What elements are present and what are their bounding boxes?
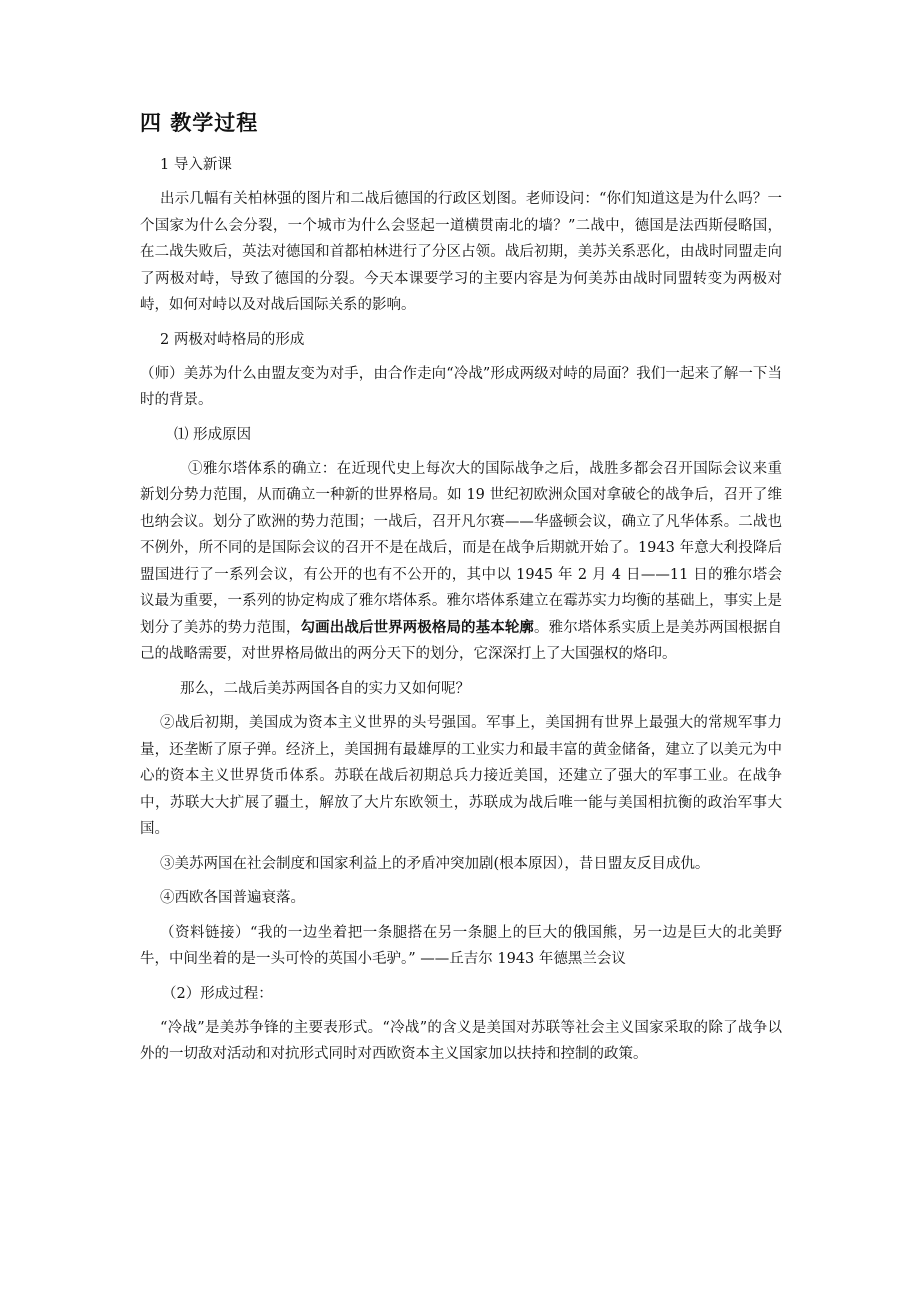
intro-paragraph: 出示几幅有关柏林强的图片和二战后德国的行政区划图。老师设问：“你们知道这是为什么吗？一个国家为什么会分裂，一个城市为什么会竖起一道横贯南北的墙？”二战中，德国是法西斯侵略国，在二战失败后，英法对德国和首都柏林进行了分区占领。战后初期，美苏关系恶化，由战时同盟走向了两极对峙，导致了德国的分裂。今天本课要学习的主要内容是为何美苏由战时同盟转变为两极对峙，如何对峙以及对战后国际关系的影响。 — [140, 191, 782, 313]
cause-1-text-end: 。雅尔塔体系实质上是美苏两国根据自己的战略需要，对世界格局做出的两分天下的划分，它深深打上了大国强权的烙印。 — [140, 619, 783, 662]
document-page — [140, 108, 782, 1076]
cause-1-text-start: ①雅尔塔体系的确立：在近现代史上每次大的国际战争之后，战胜多都会召开国际会议来重新划分势力范围，从而确立一种新的世界格局。如 19 世纪初欧洲众国对拿破仑的战争后，召开了维也纳会议。划分了欧洲的势力范围；一战后，召开凡尔赛——华盛顿会议，确立了凡华体系。二战也不例外，所不同的是国际会议的召开不是在战后，而是在战争后期就开始了。1943 年意大利投降后盟国进行了一系列会议，有公开的也有不公开的，其中以 1945 年 2 月 4 日——11 日的雅尔塔会议最为重要，一系列的协定构成了雅尔塔体系。雅尔塔体系建立在霉苏实力均衡的基础上，事实上是划分了美苏的势力范围， — [140, 460, 782, 636]
teacher-question-paragraph: （师）美苏为什么由盟友变为对手，由合作走向“冷战”形成两级对峙的局面？我们一起来了解一下当时的背景。 — [140, 365, 782, 408]
cause-2-paragraph: ②战后初期，美国成为资本主义世界的头号强国。军事上，美国拥有世界上最强大的常规军事力量，还垄断了原子弹。经济上，美国拥有最雄厚的工业实力和最丰富的黄金储备，建立了以美元为中心的资本主义世界货币体系。苏联在战后初期总兵力接近美国，还建立了强大的军事工业。在战争中，苏联大大扩展了疆土，解放了大片东欧领土，苏联成为战后唯一能与美国相抗衡的政治军事大国。 — [140, 715, 782, 837]
cause-1-bold-text: 勾画出战后世界两极格局的基本轮廓 — [300, 618, 535, 636]
causes-title: ⑴ 形成原因 — [174, 426, 252, 443]
cause-4-paragraph: ④西欧各国普遍衰落。 — [160, 890, 305, 906]
intro-title: 1 导入新课 — [160, 157, 232, 173]
cause-1-paragraph — [140, 456, 782, 668]
material-link-paragraph: （资料链接）“我的一边坐着把一条腿搭在另一条腿上的巨大的俄国熊，另一边是巨大的北美野牛，中间坐着的是一头可怜的英国小毛驴。” ——丘吉尔 1943 年德黑兰会议 — [140, 924, 782, 967]
section-heading: 四 教学过程 — [140, 111, 259, 135]
cold-war-paragraph: “冷战”是美苏争锋的主要表形式。“冷战”的含义是美国对苏联等社会主义国家采取的除了战争以外的一切敌对活动和对抗形式同时对西欧资本主义国家加以扶持和控制的政策。 — [140, 1019, 782, 1062]
strength-question-paragraph: 那么，二战后美苏两国各自的实力又如何呢？ — [180, 680, 470, 697]
cause-3-paragraph: ③美苏两国在社会制度和国家利益上的矛盾冲突加剧(根本原因），昔日盟友反目成仇。 — [160, 855, 710, 872]
process-title: （2）形成过程： — [162, 985, 273, 1002]
formation-title: 2 两极对峙格局的形成 — [160, 331, 305, 348]
